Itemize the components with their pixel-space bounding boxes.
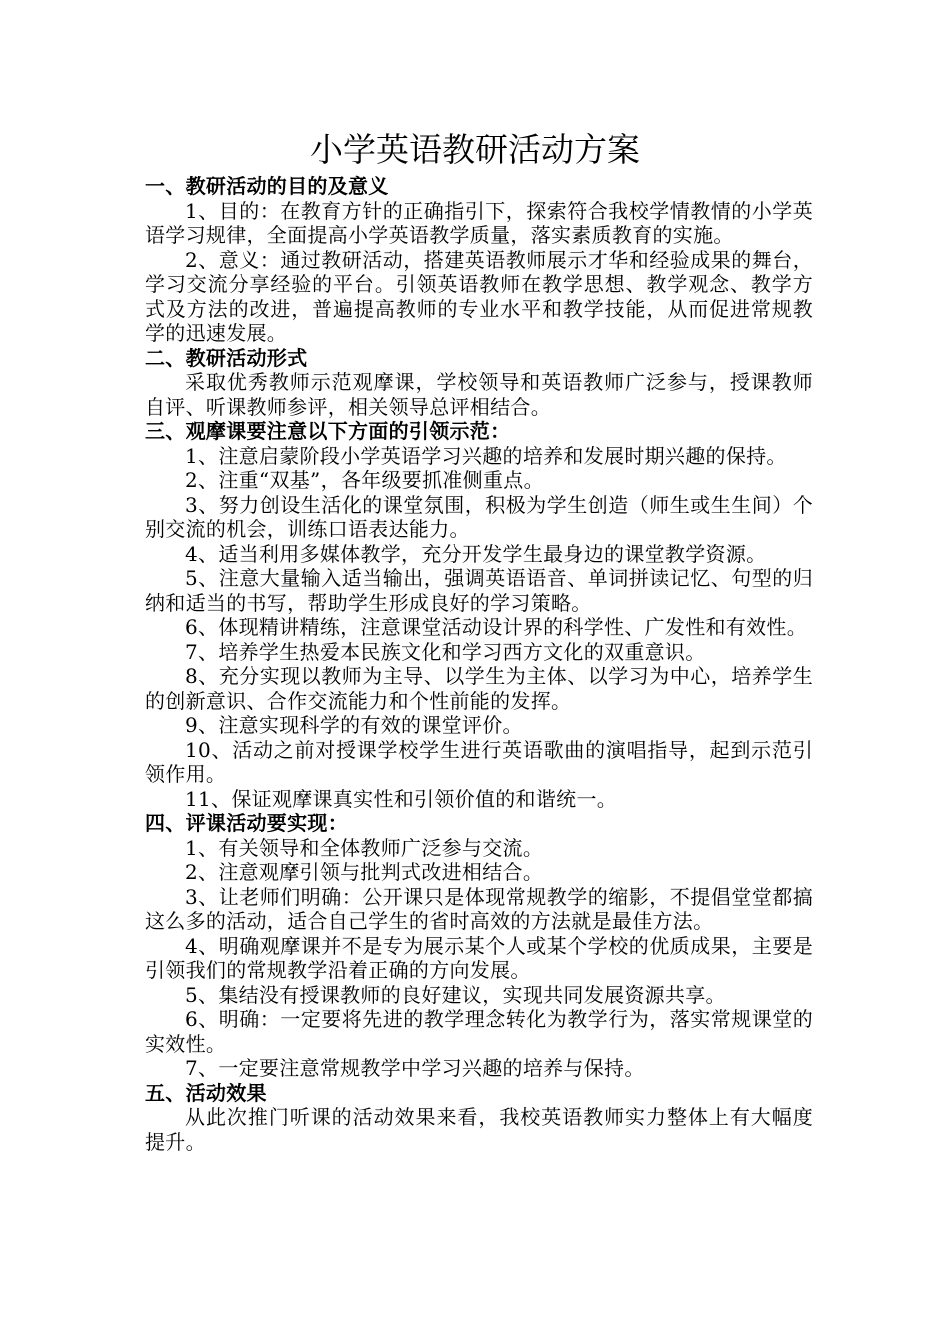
- list-item: 9、注意实现科学的有效的课堂评价。: [185, 713, 523, 737]
- list-item: 4、适当利用多媒体教学，充分开发学生最身边的课堂教学资源。: [185, 541, 767, 566]
- list-item: 1、有关领导和全体教师广泛参与交流。: [185, 835, 544, 860]
- paragraph: 从此次推门听课的活动效果来看，我校英语教师实力整体上有大幅度提升。: [145, 1105, 813, 1154]
- document-body: [145, 174, 813, 1154]
- list-item: 4、明确观摩课并不是专为展示某个人或某个学校的优质成果，主要是引领我们的常规教学沿着正确的方向发展。: [145, 933, 813, 982]
- list-item: 7、一定要注意常规教学中学习兴趣的培养与保持。: [185, 1056, 645, 1080]
- list-item: 3、让老师们明确：公开课只是体现常规教学的缩影，不提倡堂堂都搞这么多的活动，适合自己学生的省时高效的方法就是最佳方法。: [145, 884, 813, 933]
- list-item: 5、集结没有授课教师的良好建议，实现共同发展资源共享。: [185, 982, 726, 1007]
- list-item: 11、保证观摩课真实性和引领价值的和谐统一。: [185, 786, 618, 811]
- list-item: 10、活动之前对授课学校学生进行英语歌曲的演唱指导，起到示范引领作用。: [145, 737, 813, 786]
- list-item: 8、充分实现以教师为主导、以学生为主体、以学习为中心，培养学生的创新意识、合作交流能力和个性前能的发挥。: [145, 664, 813, 713]
- list-item: 3、努力创设生活化的课堂氛围，积极为学生创造（师生或生生间）个别交流的机会，训练口语表达能力。: [145, 492, 813, 541]
- section-heading: 二、教研活动形式: [145, 345, 308, 370]
- paragraph: 1、目的：在教育方针的正确指引下，探索符合我校学情教情的小学英语学习规律，全面提高小学英语教学质量，落实素质教育的实施。: [145, 198, 813, 247]
- section-heading: 一、教研活动的目的及意义: [145, 174, 389, 198]
- list-item: 2、注意观摩引领与批判式改进相结合。: [185, 860, 544, 884]
- list-item: 1、注意启蒙阶段小学英语学习兴趣的培养和发展时期兴趣的保持。: [185, 443, 787, 468]
- list-item: 5、注意大量输入适当输出，强调英语语音、单词拼读记忆、句型的归纳和适当的书写，帮助学生形成良好的学习策略。: [145, 566, 813, 615]
- paragraph: 2、意义：通过教研活动，搭建英语教师展示才华和经验成果的舞台，学习交流分享经验的平台。引领英语教师在教学思想、教学观念、教学方式及方法的改进，普遍提高教师的专业水平和教学技能，从而促进常规教学的迅速发展。: [145, 247, 813, 345]
- list-item: 6、体现精讲精练，注意课堂活动设计界的科学性、广发性和有效性。: [185, 615, 808, 639]
- list-item: 2、注重“双基”，各年级要抓准侧重点。: [185, 468, 544, 492]
- document-title: 小学英语教研活动方案: [310, 130, 640, 169]
- list-item: 6、明确：一定要将先进的教学理念转化为教学行为，落实常规课堂的实效性。: [145, 1007, 813, 1056]
- paragraph: 采取优秀教师示范观摩课，学校领导和英语教师广泛参与，授课教师自评、听课教师参评，相关领导总评相结合。: [145, 370, 813, 419]
- section-heading: 五、活动效果: [145, 1080, 267, 1105]
- list-item: 7、培养学生热爱本民族文化和学习西方文化的双重意识。: [185, 639, 706, 664]
- section-heading: 三、观摩课要注意以下方面的引领示范：: [145, 419, 511, 443]
- section-heading: 四、评课活动要实现：: [145, 811, 348, 835]
